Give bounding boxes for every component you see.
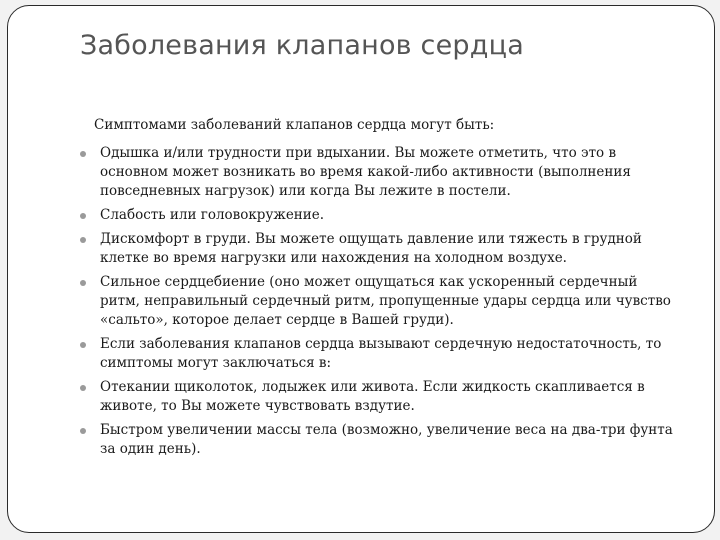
list-item-text: Сильное сердцебиение (оно может ощущаться как ускоренный сердечный ритм, неправильный сердечный ритм, пропущенные удары сердца или чувство «сальто», которое делает сердце в Вашей груди).	[100, 274, 671, 328]
list-item	[78, 421, 678, 459]
bullet-icon	[80, 342, 86, 348]
slide-title: Заболевания клапанов сердца	[80, 30, 524, 61]
slide-content	[78, 116, 678, 464]
list-item	[78, 378, 678, 416]
symptom-list	[78, 144, 678, 459]
list-item	[78, 144, 678, 201]
bullet-icon	[80, 151, 86, 157]
bullet-icon	[80, 237, 86, 243]
list-item-text: Отекании щиколоток, лодыжек или живота. Если жидкость скапливается в животе, то Вы можете чувствовать вздутие.	[100, 379, 645, 414]
bullet-icon	[80, 428, 86, 434]
list-item	[78, 335, 678, 373]
list-item	[78, 230, 678, 268]
bullet-icon	[80, 280, 86, 286]
list-item-text: Быстром увеличении массы тела (возможно, увеличение веса на два-три фунта за один день).	[100, 422, 673, 457]
list-item-text: Дискомфорт в груди. Вы можете ощущать давление или тяжесть в грудной клетке во время нагрузки или нахождения на холодном воздухе.	[100, 231, 642, 266]
bullet-icon	[80, 213, 86, 219]
intro-text: Симптомами заболеваний клапанов сердца могут быть:	[94, 117, 495, 133]
bullet-icon	[80, 385, 86, 391]
list-item-text: Если заболевания клапанов сердца вызывают сердечную недостаточность, то симптомы могут заключаться в:	[100, 336, 662, 371]
list-item-text: Слабость или головокружение.	[100, 207, 325, 223]
list-item	[78, 206, 678, 225]
list-item	[78, 273, 678, 330]
list-item-text: Одышка и/или трудности при вдыхании. Вы можете отметить, что это в основном может возникать во время какой-либо активности (выполнения повседневных нагрузок) или когда Вы лежите в постели.	[100, 145, 631, 199]
